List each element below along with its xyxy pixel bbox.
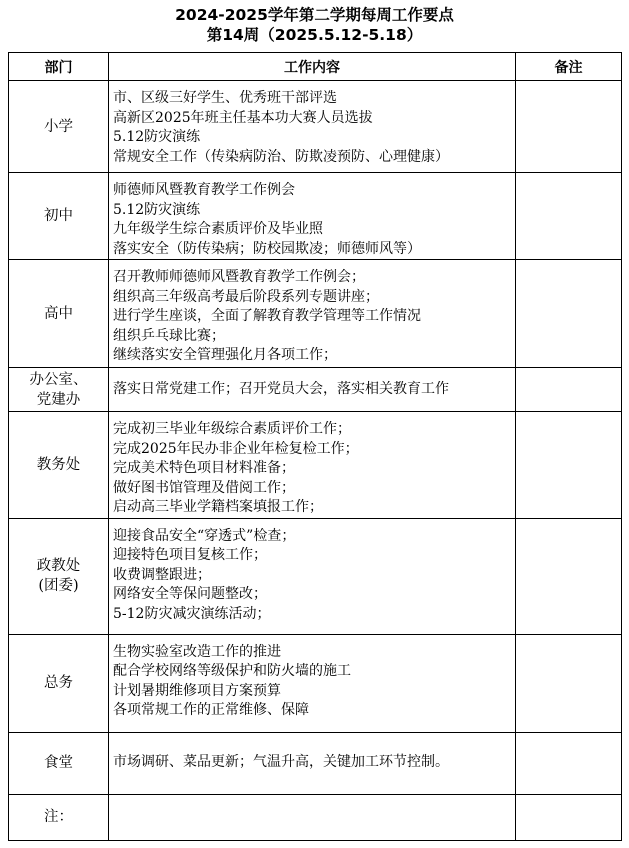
table-row — [9, 260, 622, 368]
dept-name: (团委) — [38, 578, 79, 594]
content-line: 各项常规工作的正常维修、保障 — [113, 702, 309, 718]
content-line: 5.12防灾演练 — [113, 201, 201, 218]
dept-name: 总务 — [44, 675, 73, 691]
content-line: 进行学生座谈，全面了解教育教学管理等工作情况 — [113, 308, 421, 324]
content-line: 做好图书馆管理及借阅工作； — [113, 479, 295, 496]
table-row — [9, 634, 622, 732]
content-line: 计划暑期维修项目方案预算 — [113, 682, 281, 699]
dept-cell — [9, 260, 109, 368]
content-cell — [109, 81, 516, 173]
content-line: 高新区2025年班主任基本功大赛人员选拔 — [113, 109, 373, 126]
header-note: 备注 — [516, 53, 622, 81]
table-row — [9, 81, 622, 173]
note-cell — [516, 260, 622, 368]
content-line: 继续落实安全管理强化月各项工作； — [113, 347, 337, 363]
week-subtitle: 第14周（2025.5.12-5.18） — [206, 26, 423, 44]
dept-cell — [9, 732, 109, 794]
content-line: 启动高三毕业学籍档案填报工作； — [113, 499, 323, 515]
header-dept: 部门 — [9, 53, 109, 81]
content-line: 完成初三毕业年级综合素质评价工作； — [113, 421, 351, 437]
content-line: 迎接特色项目复核工作； — [113, 547, 267, 563]
content-cell — [109, 634, 516, 732]
dept-name: 初中 — [44, 208, 73, 224]
header-row — [9, 53, 622, 81]
table-row — [9, 732, 622, 794]
dept-cell — [9, 368, 109, 412]
dept-name: 教务处 — [36, 456, 81, 473]
content-line: 生物实验室改造工作的推进 — [113, 643, 281, 660]
note-cell — [516, 412, 622, 519]
table-row — [9, 794, 622, 840]
content-line: 完成美术特色项目材料准备； — [113, 460, 295, 476]
content-line: 师德师风暨教育教学工作例会 — [113, 182, 295, 198]
content-cell — [109, 173, 516, 260]
content-line: 5-12防灾减灾演练活动； — [113, 605, 271, 622]
dept-name: 注： — [44, 809, 73, 825]
table-row — [9, 412, 622, 519]
table-row — [9, 368, 622, 412]
content-line: 召开教师师德师风暨教育教学工作例会； — [113, 269, 365, 285]
content-cell — [109, 412, 516, 519]
dept-name: 办公室、 — [29, 371, 88, 388]
dept-cell — [9, 173, 109, 260]
dept-cell — [9, 794, 109, 840]
note-cell — [516, 173, 622, 260]
content-line: 组织高三年级高考最后阶段系列专题讲座； — [113, 288, 379, 305]
dept-name: 政教处 — [36, 558, 81, 574]
content-line: 网络安全等保问题整改； — [113, 586, 267, 602]
content-cell — [109, 794, 516, 840]
content-line: 市场调研、菜品更新；气温升高，关键加工环节控制。 — [113, 754, 449, 771]
content-cell — [109, 260, 516, 368]
content-line: 组织乒乓球比赛； — [113, 327, 225, 344]
note-cell — [516, 368, 622, 412]
dept-cell — [9, 634, 109, 732]
content-line: 收费调整跟进； — [113, 566, 211, 583]
content-cell — [109, 368, 516, 412]
dept-cell — [9, 81, 109, 173]
dept-name: 党建办 — [36, 391, 81, 408]
note-cell — [516, 634, 622, 732]
content-line: 完成2025年民办非企业年检复检工作； — [113, 440, 359, 457]
dept-name: 小学 — [44, 118, 73, 135]
content-line: 配合学校网络等级保护和防火墙的施工 — [113, 663, 351, 679]
note-cell — [516, 794, 622, 840]
page-title: 2024-2025学年第二学期每周工作要点 — [175, 6, 454, 24]
note-cell — [516, 518, 622, 634]
content-cell — [109, 518, 516, 634]
table-row — [9, 173, 622, 260]
content-line: 九年级学生综合素质评价及毕业照 — [113, 221, 323, 237]
table-body — [9, 81, 622, 841]
content-line: 迎接食品安全“穿透式”检查； — [113, 527, 296, 544]
content-line: 落实日常党建工作；召开党员大会，落实相关教育工作 — [113, 380, 449, 397]
dept-cell — [9, 518, 109, 634]
content-cell — [109, 732, 516, 794]
note-cell — [516, 732, 622, 794]
table-row — [9, 518, 622, 634]
content-line: 市、区级三好学生、优秀班干部评选 — [113, 90, 337, 106]
content-line: 常规安全工作（传染病防治、防欺凌预防、心理健康） — [113, 148, 449, 165]
dept-cell — [9, 412, 109, 519]
dept-name: 食堂 — [44, 755, 73, 771]
note-cell — [516, 81, 622, 173]
header-content: 工作内容 — [109, 53, 516, 81]
dept-name: 高中 — [44, 305, 73, 322]
content-line: 5.12防灾演练 — [113, 129, 201, 145]
work-plan-table — [8, 52, 622, 841]
content-line: 落实安全（防传染病；防校园欺凌；师德师风等） — [113, 240, 421, 257]
